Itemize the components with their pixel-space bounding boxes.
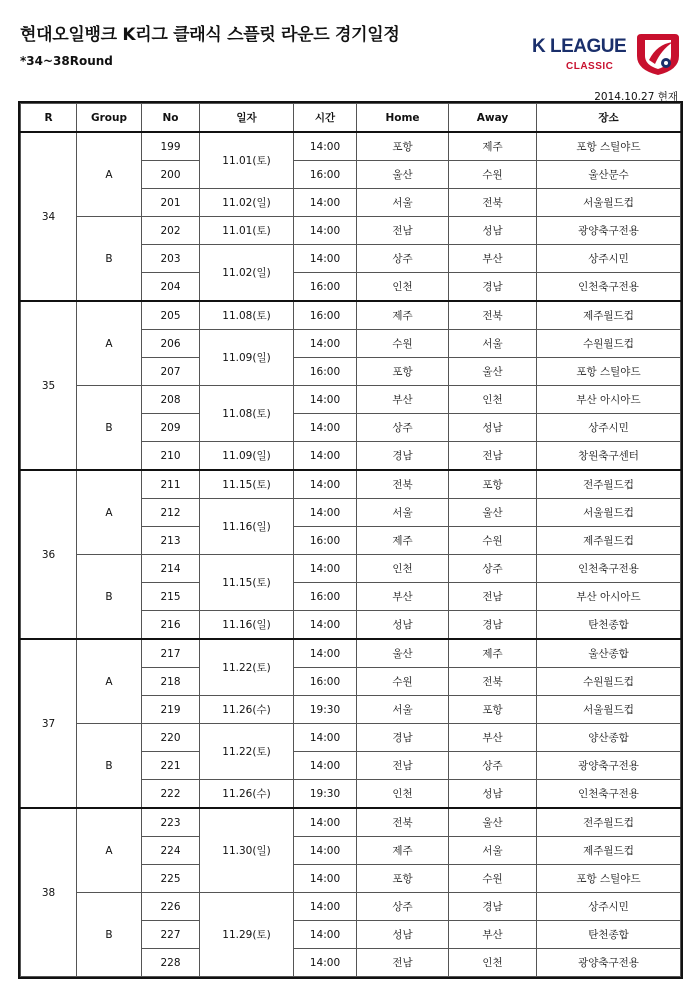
venue-cell: 전주월드컵 <box>537 470 681 499</box>
match-no-cell: 199 <box>142 132 200 161</box>
away-team-cell: 인천 <box>449 386 537 414</box>
time-cell: 14:00 <box>294 470 357 499</box>
date-cell: 11.09(일) <box>200 442 294 471</box>
venue-cell: 부산 아시아드 <box>537 583 681 611</box>
match-no-cell: 217 <box>142 639 200 668</box>
venue-cell: 서울월드컵 <box>537 499 681 527</box>
date-cell: 11.22(토) <box>200 639 294 696</box>
away-team-cell: 성남 <box>449 780 537 809</box>
page-title: 현대오일뱅크 K리그 클래식 스플릿 라운드 경기일정 <box>20 25 400 45</box>
col-header-no: No <box>142 104 200 133</box>
time-cell: 16:00 <box>294 527 357 555</box>
col-header-home: Home <box>357 104 449 133</box>
time-cell: 14:00 <box>294 893 357 921</box>
round-cell: 34 <box>21 132 77 301</box>
away-team-cell: 울산 <box>449 499 537 527</box>
away-team-cell: 수원 <box>449 527 537 555</box>
venue-cell: 탄천종합 <box>537 611 681 640</box>
away-team-cell: 성남 <box>449 414 537 442</box>
date-cell: 11.22(토) <box>200 724 294 780</box>
date-cell: 11.09(일) <box>200 330 294 386</box>
time-cell: 14:00 <box>294 386 357 414</box>
home-team-cell: 전북 <box>357 808 449 837</box>
date-cell: 11.02(일) <box>200 189 294 217</box>
round-cell: 37 <box>21 639 77 808</box>
date-cell: 11.15(토) <box>200 555 294 611</box>
round-cell: 35 <box>21 301 77 470</box>
venue-cell: 인천축구전용 <box>537 555 681 583</box>
time-cell: 14:00 <box>294 442 357 471</box>
home-team-cell: 제주 <box>357 301 449 330</box>
venue-cell: 상주시민 <box>537 245 681 273</box>
venue-cell: 인천축구전용 <box>537 780 681 809</box>
group-cell: B <box>77 724 142 809</box>
venue-cell: 서울월드컵 <box>537 696 681 724</box>
table-row <box>21 893 681 921</box>
group-cell: A <box>77 639 142 724</box>
match-no-cell: 227 <box>142 921 200 949</box>
time-cell: 14:00 <box>294 132 357 161</box>
time-cell: 14:00 <box>294 611 357 640</box>
away-team-cell: 제주 <box>449 639 537 668</box>
away-team-cell: 상주 <box>449 555 537 583</box>
match-no-cell: 222 <box>142 780 200 809</box>
group-cell: A <box>77 301 142 386</box>
home-team-cell: 울산 <box>357 639 449 668</box>
venue-cell: 상주시민 <box>537 414 681 442</box>
venue-cell: 수원월드컵 <box>537 668 681 696</box>
col-header-group: Group <box>77 104 142 133</box>
match-no-cell: 204 <box>142 273 200 302</box>
time-cell: 14:00 <box>294 555 357 583</box>
away-team-cell: 수원 <box>449 161 537 189</box>
time-cell: 14:00 <box>294 808 357 837</box>
group-cell: B <box>77 217 142 302</box>
table-row <box>21 470 681 499</box>
time-cell: 14:00 <box>294 330 357 358</box>
away-team-cell: 전남 <box>449 442 537 471</box>
match-no-cell: 207 <box>142 358 200 386</box>
home-team-cell: 울산 <box>357 161 449 189</box>
away-team-cell: 전남 <box>449 583 537 611</box>
table-row <box>21 724 681 752</box>
time-cell: 19:30 <box>294 696 357 724</box>
match-no-cell: 206 <box>142 330 200 358</box>
table-row <box>21 132 681 161</box>
table-header-row <box>21 104 681 133</box>
col-header-time: 시간 <box>294 104 357 133</box>
date-cell: 11.08(토) <box>200 386 294 442</box>
match-no-cell: 212 <box>142 499 200 527</box>
date-cell: 11.15(토) <box>200 470 294 499</box>
away-team-cell: 인천 <box>449 949 537 977</box>
table-row <box>21 808 681 837</box>
home-team-cell: 성남 <box>357 921 449 949</box>
match-no-cell: 219 <box>142 696 200 724</box>
away-team-cell: 전북 <box>449 301 537 330</box>
venue-cell: 광양축구전용 <box>537 949 681 977</box>
home-team-cell: 서울 <box>357 499 449 527</box>
group-cell: B <box>77 386 142 471</box>
match-no-cell: 223 <box>142 808 200 837</box>
match-no-cell: 213 <box>142 527 200 555</box>
time-cell: 14:00 <box>294 865 357 893</box>
time-cell: 14:00 <box>294 921 357 949</box>
match-no-cell: 209 <box>142 414 200 442</box>
home-team-cell: 경남 <box>357 442 449 471</box>
home-team-cell: 서울 <box>357 696 449 724</box>
table-row <box>21 555 681 583</box>
match-no-cell: 225 <box>142 865 200 893</box>
away-team-cell: 울산 <box>449 358 537 386</box>
group-cell: A <box>77 470 142 555</box>
match-no-cell: 205 <box>142 301 200 330</box>
time-cell: 14:00 <box>294 499 357 527</box>
schedule-table <box>20 103 681 977</box>
round-range-note: *34~38Round <box>20 54 113 68</box>
home-team-cell: 상주 <box>357 893 449 921</box>
match-no-cell: 226 <box>142 893 200 921</box>
logo-main-text: K LEAGUE <box>532 36 627 57</box>
venue-cell: 광양축구전용 <box>537 217 681 245</box>
venue-cell: 인천축구전용 <box>537 273 681 302</box>
date-cell: 11.01(토) <box>200 217 294 245</box>
venue-cell: 창원축구센터 <box>537 442 681 471</box>
match-no-cell: 221 <box>142 752 200 780</box>
home-team-cell: 전남 <box>357 752 449 780</box>
match-no-cell: 228 <box>142 949 200 977</box>
time-cell: 16:00 <box>294 583 357 611</box>
match-no-cell: 208 <box>142 386 200 414</box>
venue-cell: 포항 스틸야드 <box>537 132 681 161</box>
match-no-cell: 202 <box>142 217 200 245</box>
away-team-cell: 부산 <box>449 245 537 273</box>
as-of-date: 2014.10.27 현재 <box>594 91 678 103</box>
logo-sub-text: CLASSIC <box>566 61 614 72</box>
date-cell: 11.29(토) <box>200 893 294 977</box>
away-team-cell: 부산 <box>449 921 537 949</box>
home-team-cell: 전남 <box>357 949 449 977</box>
time-cell: 14:00 <box>294 189 357 217</box>
venue-cell: 광양축구전용 <box>537 752 681 780</box>
time-cell: 14:00 <box>294 949 357 977</box>
time-cell: 14:00 <box>294 414 357 442</box>
away-team-cell: 서울 <box>449 330 537 358</box>
time-cell: 16:00 <box>294 161 357 189</box>
col-header-round: R <box>21 104 77 133</box>
home-team-cell: 포항 <box>357 358 449 386</box>
k-league-logo <box>532 30 682 78</box>
home-team-cell: 수원 <box>357 330 449 358</box>
away-team-cell: 상주 <box>449 752 537 780</box>
group-cell: B <box>77 555 142 640</box>
time-cell: 16:00 <box>294 301 357 330</box>
time-cell: 14:00 <box>294 245 357 273</box>
home-team-cell: 인천 <box>357 780 449 809</box>
date-cell: 11.26(수) <box>200 780 294 809</box>
date-cell: 11.30(일) <box>200 808 294 893</box>
home-team-cell: 인천 <box>357 555 449 583</box>
match-no-cell: 211 <box>142 470 200 499</box>
away-team-cell: 전북 <box>449 668 537 696</box>
group-cell: A <box>77 808 142 893</box>
away-team-cell: 포항 <box>449 696 537 724</box>
time-cell: 16:00 <box>294 668 357 696</box>
venue-cell: 제주월드컵 <box>537 301 681 330</box>
venue-cell: 탄천종합 <box>537 921 681 949</box>
home-team-cell: 제주 <box>357 837 449 865</box>
home-team-cell: 수원 <box>357 668 449 696</box>
match-no-cell: 224 <box>142 837 200 865</box>
date-cell: 11.16(일) <box>200 499 294 555</box>
away-team-cell: 부산 <box>449 724 537 752</box>
round-cell: 36 <box>21 470 77 639</box>
away-team-cell: 전북 <box>449 189 537 217</box>
venue-cell: 포항 스틸야드 <box>537 358 681 386</box>
away-team-cell: 서울 <box>449 837 537 865</box>
venue-cell: 전주월드컵 <box>537 808 681 837</box>
venue-cell: 포항 스틸야드 <box>537 865 681 893</box>
match-no-cell: 201 <box>142 189 200 217</box>
home-team-cell: 경남 <box>357 724 449 752</box>
round-cell: 38 <box>21 808 77 977</box>
home-team-cell: 부산 <box>357 386 449 414</box>
col-header-venue: 장소 <box>537 104 681 133</box>
away-team-cell: 제주 <box>449 132 537 161</box>
away-team-cell: 수원 <box>449 865 537 893</box>
match-no-cell: 216 <box>142 611 200 640</box>
time-cell: 16:00 <box>294 273 357 302</box>
away-team-cell: 포항 <box>449 470 537 499</box>
venue-cell: 제주월드컵 <box>537 837 681 865</box>
time-cell: 14:00 <box>294 217 357 245</box>
away-team-cell: 경남 <box>449 611 537 640</box>
match-no-cell: 215 <box>142 583 200 611</box>
date-cell: 11.26(수) <box>200 696 294 724</box>
match-no-cell: 203 <box>142 245 200 273</box>
home-team-cell: 제주 <box>357 527 449 555</box>
group-cell: B <box>77 893 142 977</box>
col-header-date: 일자 <box>200 104 294 133</box>
home-team-cell: 상주 <box>357 245 449 273</box>
table-row <box>21 386 681 414</box>
venue-cell: 서울월드컵 <box>537 189 681 217</box>
home-team-cell: 서울 <box>357 189 449 217</box>
date-cell: 11.01(토) <box>200 132 294 189</box>
home-team-cell: 포항 <box>357 132 449 161</box>
match-no-cell: 214 <box>142 555 200 583</box>
venue-cell: 부산 아시아드 <box>537 386 681 414</box>
home-team-cell: 상주 <box>357 414 449 442</box>
match-no-cell: 200 <box>142 161 200 189</box>
home-team-cell: 포항 <box>357 865 449 893</box>
table-row <box>21 301 681 330</box>
away-team-cell: 울산 <box>449 808 537 837</box>
time-cell: 14:00 <box>294 837 357 865</box>
time-cell: 16:00 <box>294 358 357 386</box>
away-team-cell: 경남 <box>449 273 537 302</box>
table-row <box>21 217 681 245</box>
time-cell: 14:00 <box>294 724 357 752</box>
home-team-cell: 인천 <box>357 273 449 302</box>
home-team-cell: 전남 <box>357 217 449 245</box>
time-cell: 14:00 <box>294 752 357 780</box>
time-cell: 14:00 <box>294 639 357 668</box>
time-cell: 19:30 <box>294 780 357 809</box>
match-no-cell: 210 <box>142 442 200 471</box>
date-cell: 11.08(토) <box>200 301 294 330</box>
home-team-cell: 성남 <box>357 611 449 640</box>
venue-cell: 제주월드컵 <box>537 527 681 555</box>
home-team-cell: 전북 <box>357 470 449 499</box>
k-league-emblem-icon <box>635 30 681 76</box>
away-team-cell: 성남 <box>449 217 537 245</box>
group-cell: A <box>77 132 142 217</box>
venue-cell: 상주시민 <box>537 893 681 921</box>
venue-cell: 울산종합 <box>537 639 681 668</box>
venue-cell: 수원월드컵 <box>537 330 681 358</box>
home-team-cell: 부산 <box>357 583 449 611</box>
venue-cell: 양산종합 <box>537 724 681 752</box>
venue-cell: 울산문수 <box>537 161 681 189</box>
match-no-cell: 220 <box>142 724 200 752</box>
away-team-cell: 경남 <box>449 893 537 921</box>
date-cell: 11.16(일) <box>200 611 294 640</box>
col-header-away: Away <box>449 104 537 133</box>
table-row <box>21 639 681 668</box>
date-cell: 11.02(일) <box>200 245 294 302</box>
match-no-cell: 218 <box>142 668 200 696</box>
